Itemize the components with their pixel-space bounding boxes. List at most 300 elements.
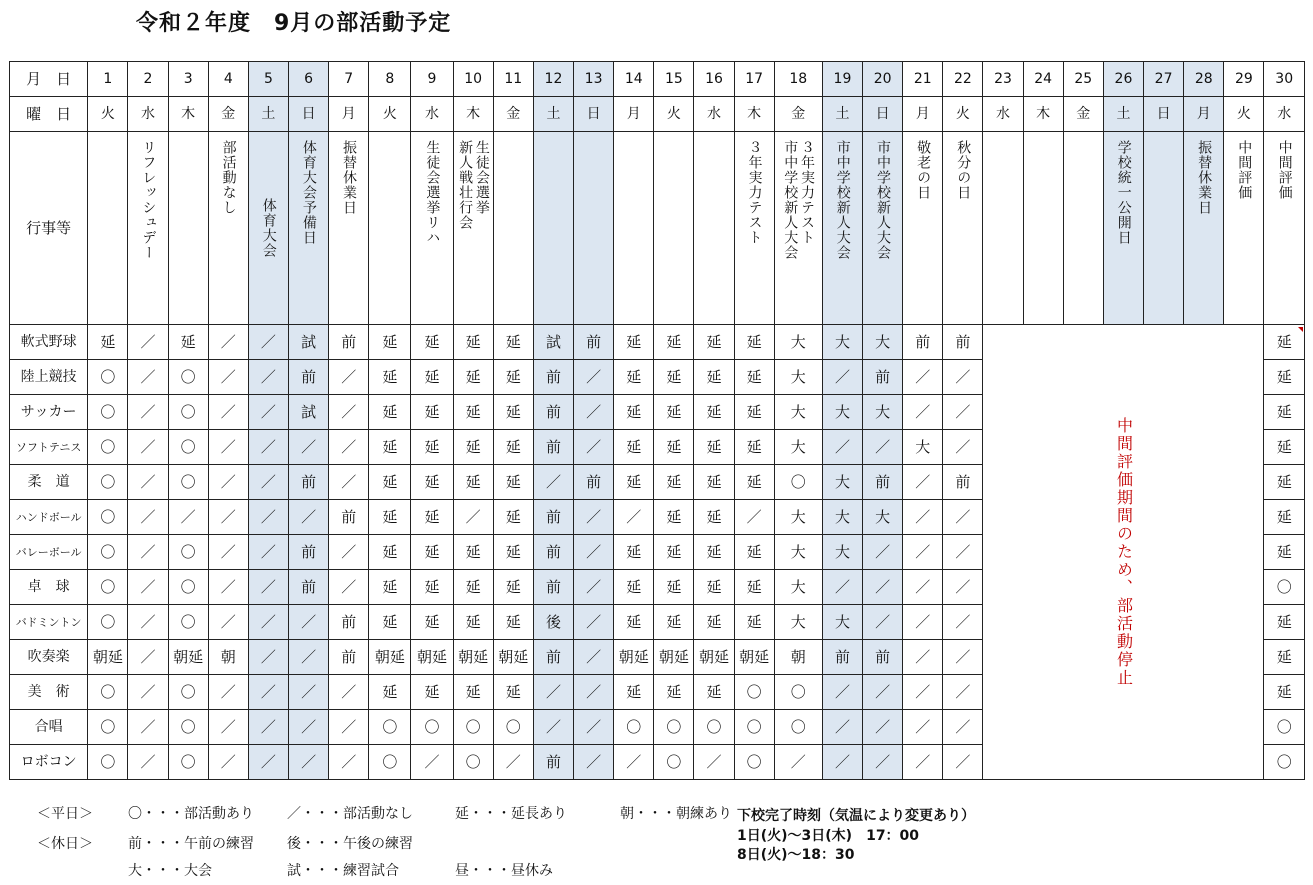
event-cell — [289, 132, 329, 325]
schedule-cell: ／ — [128, 570, 168, 605]
weekday-cell: 水 — [983, 97, 1023, 132]
schedule-cell: 〇 — [369, 745, 411, 780]
schedule-cell: 延 — [1264, 605, 1305, 640]
schedule-cell: 〇 — [614, 710, 654, 745]
date-cell: 10 — [453, 62, 493, 97]
schedule-cell: 朝延 — [694, 640, 734, 675]
schedule-cell: ／ — [208, 605, 248, 640]
event-cell — [774, 132, 822, 325]
schedule-cell: 〇 — [1264, 570, 1305, 605]
event-cell — [694, 132, 734, 325]
schedule-cell: 朝延 — [614, 640, 654, 675]
schedule-cell: 大 — [822, 605, 862, 640]
schedule-cell: 延 — [694, 675, 734, 710]
event-cell — [574, 132, 614, 325]
schedule-cell: ／ — [453, 500, 493, 535]
comment-marker — [1298, 327, 1303, 332]
schedule-cell: 〇 — [168, 465, 208, 500]
schedule-cell: 〇 — [774, 675, 822, 710]
schedule-cell: 延 — [1264, 395, 1305, 430]
schedule-cell: ／ — [289, 500, 329, 535]
schedule-cell: 延 — [369, 465, 411, 500]
schedule-cell: 前 — [289, 360, 329, 395]
schedule-cell: 延 — [734, 360, 774, 395]
schedule-cell: ／ — [329, 745, 369, 780]
schedule-cell: 前 — [863, 360, 903, 395]
weekday-cell: 月 — [329, 97, 369, 132]
schedule-cell: 〇 — [168, 395, 208, 430]
date-cell: 8 — [369, 62, 411, 97]
event-text: リフレッシュデー — [140, 140, 157, 260]
schedule-cell: ／ — [248, 605, 288, 640]
schedule-cell: ／ — [248, 675, 288, 710]
schedule-cell: ／ — [208, 745, 248, 780]
schedule-cell: 延 — [411, 430, 453, 465]
event-text: 学校統一公開日 — [1115, 140, 1132, 245]
date-cell: 9 — [411, 62, 453, 97]
date-cell: 5 — [248, 62, 288, 97]
schedule-cell: 前 — [533, 640, 573, 675]
schedule-cell: ／ — [574, 500, 614, 535]
schedule-cell: ／ — [863, 535, 903, 570]
schedule-cell: 前 — [863, 640, 903, 675]
schedule-cell: ／ — [248, 535, 288, 570]
schedule-cell: 大 — [774, 570, 822, 605]
schedule-cell: ／ — [943, 360, 983, 395]
date-cell: 13 — [574, 62, 614, 97]
schedule-cell: ／ — [208, 535, 248, 570]
schedule-cell: 延 — [614, 535, 654, 570]
schedule-cell: ／ — [128, 640, 168, 675]
date-cell: 16 — [694, 62, 734, 97]
schedule-cell: 朝延 — [453, 640, 493, 675]
schedule-cell: ／ — [863, 430, 903, 465]
schedule-cell: 延 — [654, 360, 694, 395]
weekday-cell: 水 — [128, 97, 168, 132]
schedule-cell: ／ — [822, 710, 862, 745]
schedule-cell: 延 — [453, 535, 493, 570]
weekday-cell: 水 — [1264, 97, 1305, 132]
schedule-cell: 延 — [369, 325, 411, 360]
weekday-cell: 火 — [88, 97, 128, 132]
schedule-cell: 延 — [1264, 430, 1305, 465]
schedule-cell: ／ — [248, 465, 288, 500]
schedule-cell: 大 — [822, 325, 862, 360]
weekday-cell: 日 — [1144, 97, 1184, 132]
schedule-cell: 〇 — [654, 745, 694, 780]
event-cell — [208, 132, 248, 325]
schedule-cell: 延 — [694, 465, 734, 500]
schedule-cell: 前 — [903, 325, 943, 360]
date-cell: 25 — [1063, 62, 1103, 97]
weekday-cell: 水 — [694, 97, 734, 132]
event-text-group — [1264, 132, 1304, 324]
schedule-cell: 大 — [774, 605, 822, 640]
event-text: ３年実力テスト — [746, 140, 763, 245]
schedule-cell: 延 — [1264, 535, 1305, 570]
schedule-cell: 〇 — [88, 675, 128, 710]
schedule-cell: 〇 — [168, 605, 208, 640]
schedule-cell: ／ — [248, 360, 288, 395]
schedule-cell: 前 — [329, 500, 369, 535]
event-cell — [1264, 132, 1305, 325]
schedule-cell: ／ — [614, 745, 654, 780]
schedule-cell: ／ — [208, 500, 248, 535]
schedule-cell: ／ — [822, 430, 862, 465]
date-cell: 22 — [943, 62, 983, 97]
schedule-cell: ／ — [903, 465, 943, 500]
schedule-cell: 延 — [1264, 640, 1305, 675]
club-row — [10, 325, 1305, 360]
suspension-note: 中間評価期間のため、部活動停止 — [1114, 417, 1134, 687]
schedule-cell: 延 — [734, 325, 774, 360]
schedule-cell: ／ — [248, 570, 288, 605]
event-cell — [863, 132, 903, 325]
schedule-cell: 延 — [411, 360, 453, 395]
schedule-cell: ／ — [128, 710, 168, 745]
schedule-cell: 延 — [1264, 325, 1305, 360]
schedule-cell: ／ — [248, 325, 288, 360]
schedule-table — [9, 61, 1305, 780]
schedule-cell: 延 — [1264, 360, 1305, 395]
event-cell — [1103, 132, 1143, 325]
schedule-cell: 延 — [369, 605, 411, 640]
legend — [0, 800, 1313, 885]
date-cell: 15 — [654, 62, 694, 97]
schedule-cell: ／ — [208, 325, 248, 360]
schedule-cell: 〇 — [88, 710, 128, 745]
schedule-cell: 延 — [654, 605, 694, 640]
schedule-cell: ／ — [289, 745, 329, 780]
club-name: 陸上競技 — [10, 360, 88, 395]
schedule-cell: ／ — [863, 675, 903, 710]
schedule-cell: 〇 — [168, 360, 208, 395]
event-cell — [1184, 132, 1224, 325]
event-cell — [88, 132, 128, 325]
event-text-group — [863, 132, 902, 324]
schedule-cell: 大 — [774, 395, 822, 430]
schedule-cell: ／ — [903, 570, 943, 605]
schedule-cell: 大 — [863, 500, 903, 535]
schedule-cell: 〇 — [453, 710, 493, 745]
event-cell — [1224, 132, 1264, 325]
schedule-cell: ／ — [774, 745, 822, 780]
schedule-cell: 延 — [734, 395, 774, 430]
date-cell: 23 — [983, 62, 1023, 97]
schedule-cell: ／ — [574, 745, 614, 780]
schedule-cell: 〇 — [88, 535, 128, 570]
schedule-cell: 延 — [369, 360, 411, 395]
schedule-cell: 延 — [654, 500, 694, 535]
schedule-cell: 延 — [493, 325, 533, 360]
schedule-cell: 〇 — [168, 710, 208, 745]
schedule-cell: ／ — [128, 500, 168, 535]
schedule-cell: ／ — [574, 675, 614, 710]
date-cell: 20 — [863, 62, 903, 97]
date-cell: 11 — [493, 62, 533, 97]
date-cell: 6 — [289, 62, 329, 97]
schedule-cell: 延 — [1264, 675, 1305, 710]
weekday-cell: 火 — [1224, 97, 1264, 132]
schedule-cell: 前 — [533, 570, 573, 605]
schedule-cell: 延 — [493, 605, 533, 640]
event-text-group — [1184, 132, 1223, 324]
schedule-cell: 延 — [614, 325, 654, 360]
schedule-cell: ／ — [943, 710, 983, 745]
schedule-cell: 延 — [453, 570, 493, 605]
schedule-cell: ／ — [329, 570, 369, 605]
event-text-group — [454, 132, 493, 324]
schedule-cell: 延 — [614, 360, 654, 395]
schedule-cell: ／ — [903, 535, 943, 570]
legend-item-maru: 〇・・・部活動あり — [128, 806, 254, 822]
schedule-cell: 延 — [493, 500, 533, 535]
schedule-cell: 延 — [614, 465, 654, 500]
schedule-cell: 延 — [734, 570, 774, 605]
schedule-cell: 延 — [614, 675, 654, 710]
schedule-cell: 朝延 — [493, 640, 533, 675]
event-cell — [943, 132, 983, 325]
event-text-group — [735, 132, 774, 324]
weekday-cell: 月 — [903, 97, 943, 132]
schedule-cell: ／ — [329, 360, 369, 395]
weekday-row — [10, 97, 1305, 132]
schedule-cell: 延 — [369, 395, 411, 430]
schedule-cell: 延 — [369, 500, 411, 535]
date-cell: 2 — [128, 62, 168, 97]
event-text: 市中学校新人大会 — [874, 140, 891, 260]
date-cell: 7 — [329, 62, 369, 97]
date-cell: 12 — [533, 62, 573, 97]
legend-weekday-label: ＜平日＞ — [37, 806, 93, 822]
schedule-cell: ／ — [943, 675, 983, 710]
schedule-cell: ／ — [863, 570, 903, 605]
schedule-cell: 延 — [453, 395, 493, 430]
legend-item-dai: 大・・・大会 — [128, 863, 212, 879]
schedule-cell: ／ — [822, 360, 862, 395]
schedule-cell: ／ — [128, 430, 168, 465]
schedule-cell: ／ — [903, 395, 943, 430]
schedule-cell: 延 — [694, 605, 734, 640]
date-cell: 21 — [903, 62, 943, 97]
schedule-cell: ／ — [248, 745, 288, 780]
event-cell — [168, 132, 208, 325]
event-text-group — [943, 132, 982, 324]
event-cell — [329, 132, 369, 325]
schedule-cell: 延 — [411, 395, 453, 430]
event-text: 新人戦壮行会 — [457, 140, 474, 230]
schedule-cell: ／ — [574, 430, 614, 465]
date-cell: 27 — [1144, 62, 1184, 97]
schedule-cell: ／ — [943, 395, 983, 430]
weekday-cell: 土 — [1103, 97, 1143, 132]
schedule-cell: ／ — [943, 570, 983, 605]
date-cell: 14 — [614, 62, 654, 97]
schedule-cell: 延 — [493, 535, 533, 570]
schedule-cell: ／ — [943, 605, 983, 640]
schedule-cell: ／ — [329, 395, 369, 430]
weekday-cell: 金 — [493, 97, 533, 132]
event-text: 部活動なし — [220, 140, 237, 215]
event-cell — [493, 132, 533, 325]
schedule-cell: ／ — [574, 535, 614, 570]
club-name: 軟式野球 — [10, 325, 88, 360]
event-cell — [1144, 132, 1184, 325]
schedule-cell: 大 — [774, 325, 822, 360]
schedule-cell: 大 — [822, 395, 862, 430]
weekday-cell: 火 — [943, 97, 983, 132]
club-name: バドミントン — [10, 605, 88, 640]
schedule-cell: ／ — [208, 570, 248, 605]
schedule-cell: 〇 — [88, 605, 128, 640]
schedule-cell: ／ — [168, 500, 208, 535]
row-header-weekday: 曜 日 — [10, 97, 88, 132]
schedule-cell: 前 — [574, 465, 614, 500]
row-header-date: 月 日 — [10, 62, 88, 97]
schedule-cell: 延 — [654, 675, 694, 710]
schedule-cell: 延 — [734, 535, 774, 570]
schedule-cell: 〇 — [734, 745, 774, 780]
date-cell: 18 — [774, 62, 822, 97]
suspension-note-cell — [983, 325, 1264, 780]
event-cell — [1063, 132, 1103, 325]
schedule-cell: ／ — [903, 675, 943, 710]
event-text: 体育大会 — [260, 198, 277, 258]
event-text-group — [289, 132, 328, 324]
schedule-cell: ／ — [863, 745, 903, 780]
schedule-cell: ／ — [128, 360, 168, 395]
event-text-group — [903, 132, 942, 324]
schedule-cell: 延 — [694, 360, 734, 395]
schedule-cell: ／ — [248, 640, 288, 675]
date-cell: 17 — [734, 62, 774, 97]
schedule-cell: ／ — [329, 430, 369, 465]
schedule-cell: ／ — [248, 500, 288, 535]
club-name: ソフトテニス — [10, 430, 88, 465]
schedule-cell: 前 — [289, 465, 329, 500]
event-text-group — [823, 132, 862, 324]
schedule-cell: 後 — [533, 605, 573, 640]
event-cell — [983, 132, 1023, 325]
schedule-cell: 大 — [774, 500, 822, 535]
weekday-cell: 木 — [453, 97, 493, 132]
event-cell — [453, 132, 493, 325]
schedule-cell: 延 — [493, 430, 533, 465]
schedule-cell: 延 — [694, 500, 734, 535]
schedule-cell: 〇 — [168, 430, 208, 465]
schedule-cell: ／ — [863, 605, 903, 640]
schedule-cell: 〇 — [168, 675, 208, 710]
schedule-cell: ／ — [903, 360, 943, 395]
schedule-cell: ／ — [289, 640, 329, 675]
schedule-cell: 延 — [411, 535, 453, 570]
event-text: 市中学校新人大会 — [782, 140, 799, 260]
schedule-cell: 延 — [453, 605, 493, 640]
schedule-cell: 延 — [369, 570, 411, 605]
schedule-cell: 延 — [453, 465, 493, 500]
event-text: 体育大会予備日 — [300, 140, 317, 245]
schedule-cell: ／ — [329, 710, 369, 745]
schedule-cell: ／ — [574, 395, 614, 430]
weekday-cell: 火 — [369, 97, 411, 132]
schedule-cell: ／ — [903, 745, 943, 780]
legend-item-slash: ／・・・部活動なし — [287, 806, 413, 822]
schedule-cell: 延 — [493, 360, 533, 395]
schedule-cell: 〇 — [369, 710, 411, 745]
weekday-cell: 木 — [168, 97, 208, 132]
schedule-cell: 大 — [863, 325, 903, 360]
event-text-group — [329, 132, 368, 324]
schedule-cell: ／ — [533, 710, 573, 745]
schedule-cell: 〇 — [1264, 745, 1305, 780]
schedule-cell: 延 — [734, 605, 774, 640]
schedule-cell: ／ — [574, 360, 614, 395]
schedule-cell: ／ — [128, 535, 168, 570]
schedule-cell: ／ — [128, 395, 168, 430]
weekday-cell: 日 — [863, 97, 903, 132]
schedule-cell: 〇 — [88, 395, 128, 430]
schedule-cell: 前 — [329, 325, 369, 360]
club-name: 合唱 — [10, 710, 88, 745]
schedule-cell: 延 — [654, 325, 694, 360]
schedule-cell: 〇 — [168, 535, 208, 570]
schedule-cell: ／ — [128, 675, 168, 710]
schedule-cell: 朝延 — [734, 640, 774, 675]
event-text: 中間評価 — [1276, 140, 1293, 200]
legend-item-mae: 前・・・午前の練習 — [128, 836, 254, 852]
schedule-cell: ／ — [248, 430, 288, 465]
schedule-cell: 前 — [289, 535, 329, 570]
schedule-cell: 延 — [453, 360, 493, 395]
schedule-cell: 延 — [493, 675, 533, 710]
schedule-cell: ／ — [329, 465, 369, 500]
schedule-cell: ／ — [943, 535, 983, 570]
event-text: 秋分の日 — [955, 140, 972, 200]
schedule-cell: 延 — [654, 395, 694, 430]
weekday-cell: 火 — [654, 97, 694, 132]
date-row — [10, 62, 1305, 97]
weekday-cell: 木 — [734, 97, 774, 132]
weekday-cell: 日 — [574, 97, 614, 132]
schedule-cell: 前 — [533, 745, 573, 780]
schedule-cell: ／ — [943, 745, 983, 780]
schedule-cell: ／ — [822, 570, 862, 605]
schedule-cell: 朝延 — [369, 640, 411, 675]
schedule-cell: 前 — [289, 570, 329, 605]
event-cell — [248, 132, 288, 325]
date-cell: 30 — [1264, 62, 1305, 97]
schedule-cell: ／ — [943, 500, 983, 535]
schedule-cell: 延 — [88, 325, 128, 360]
schedule-cell: 延 — [493, 465, 533, 500]
schedule-cell: ／ — [248, 710, 288, 745]
schedule-cell: ／ — [289, 675, 329, 710]
schedule-cell: 延 — [1264, 465, 1305, 500]
club-name: ハンドボール — [10, 500, 88, 535]
schedule-cell: 〇 — [88, 360, 128, 395]
schedule-cell: 延 — [369, 535, 411, 570]
schedule-cell: ／ — [533, 675, 573, 710]
weekday-cell: 月 — [614, 97, 654, 132]
schedule-cell: ／ — [943, 640, 983, 675]
date-cell: 26 — [1103, 62, 1143, 97]
schedule-cell: ／ — [128, 465, 168, 500]
schedule-cell: ／ — [533, 465, 573, 500]
event-cell — [614, 132, 654, 325]
legend-holiday-label: ＜休日＞ — [37, 836, 93, 852]
schedule-cell: 〇 — [411, 710, 453, 745]
schedule-cell: 延 — [493, 570, 533, 605]
